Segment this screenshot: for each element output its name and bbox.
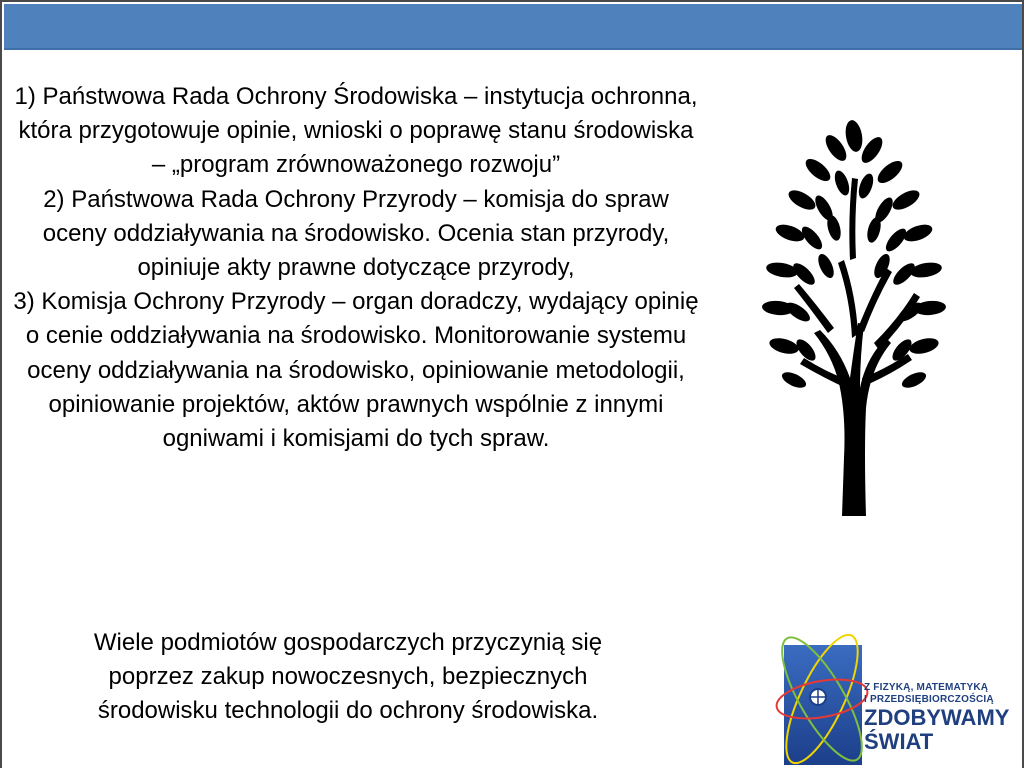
- main-text: [10, 80, 702, 456]
- logo-line-4: ŚWIAT: [864, 729, 934, 754]
- paragraph-1: 1) Państwowa Rada Ochrony Środowiska – instytucja ochronna, która przygotowuje opinie, wnioski o poprawę stanu środowiska – „program zrównoważonego rozwoju”: [14, 83, 698, 179]
- logo-line-2: I PRZEDSIĘBIORCZOŚCIĄ: [864, 694, 994, 705]
- logo-line-1: Z FIZYKĄ, MATEMATYKĄ: [864, 682, 989, 693]
- paragraph-3: 3) Komisja Ochrony Przyrody – organ doradczy, wydający opinię o cenie oddziaływania na środowisko. Monitorowanie systemu oceny oddziaływania na środowisko, opiniowanie metodologii, opiniowanie projektów, aktów prawnych wspólnie z innymi ogniwami i komisjami do tych spraw.: [13, 288, 699, 453]
- paragraph-2: 2) Państwowa Rada Ochrony Przyrody – komisja do spraw oceny oddziaływania na środowisko. Ocenia stan przyrody, opiniuje akty prawne dotyczące przyrody,: [42, 185, 670, 282]
- logo-text: [864, 682, 1024, 754]
- tree-illustration: [754, 88, 948, 516]
- logo-line-3: ZDOBYWAMY: [864, 705, 1010, 730]
- header-bar: [4, 4, 1022, 50]
- bottom-text: Wiele podmiotów gospodarczych przyczynią się poprzez zakup nowoczesnych, bezpiecznych środowisku technologii do ochrony środowiska.: [93, 629, 603, 725]
